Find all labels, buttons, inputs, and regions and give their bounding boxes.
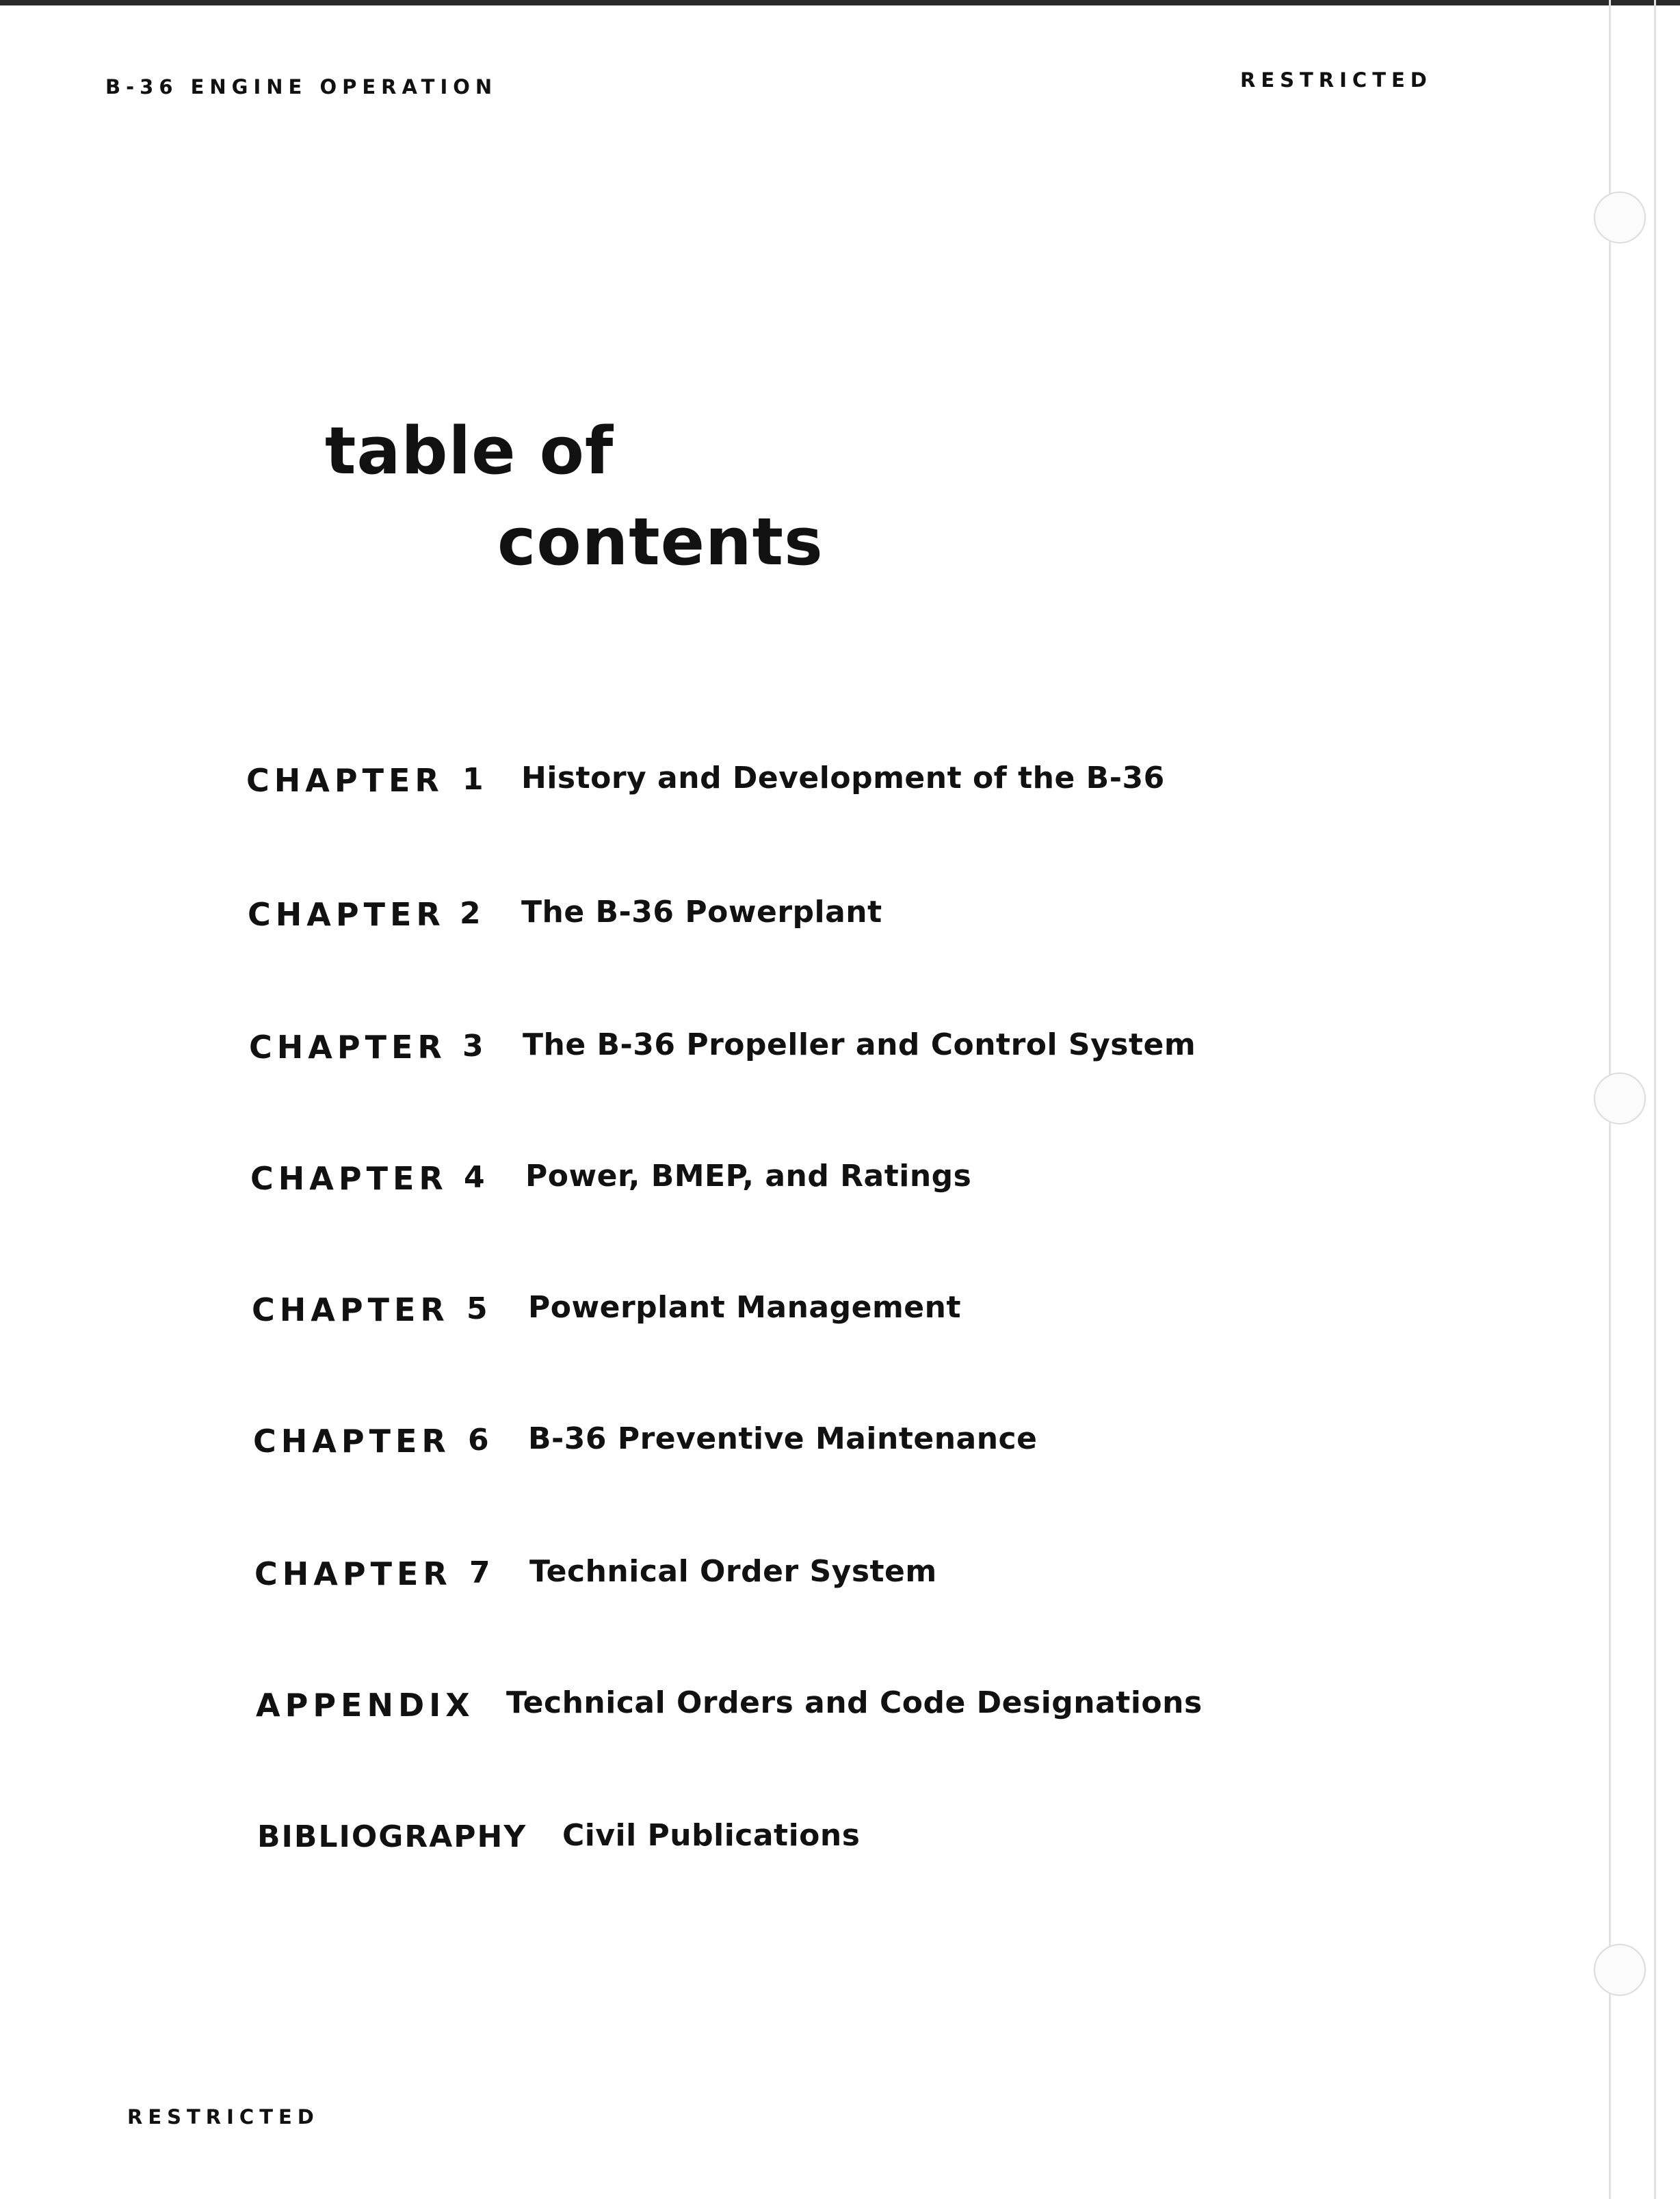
toc-entry [250,1150,1345,1198]
toc-entry [249,1019,1343,1067]
toc-entry-label: APPENDIX [256,1687,475,1724]
toc-entry-number: 1 [462,762,484,797]
toc-entry [254,1546,1349,1594]
punch-hole [1594,1944,1646,1996]
toc-entry-number: 6 [468,1423,489,1458]
toc-entry-title: Technical Orders and Code Designations [506,1685,1203,1720]
toc-entry-number: 7 [469,1555,490,1590]
punch-hole [1594,192,1646,243]
toc-entry-label: BIBLIOGRAPHY [257,1819,527,1854]
toc-entry-label: CHAPTER [250,1160,448,1197]
toc-entry-title: Technical Order System [529,1554,937,1589]
running-header-title: B-36 ENGINE OPERATION [105,75,498,98]
toc-entry-label: CHAPTER [254,1555,452,1592]
page-title-line-2: contents [497,505,824,580]
toc-entry-number: 2 [460,896,481,931]
toc-entry-number: 5 [467,1291,488,1326]
toc-entry-title: Power, BMEP, and Ratings [525,1159,972,1194]
toc-entry [256,1677,1350,1725]
toc-entry [257,1810,1352,1858]
toc-entry-number: 4 [464,1160,485,1195]
toc-entry-title: The B-36 Powerplant [521,895,882,930]
toc-entry-label: CHAPTER [246,762,444,799]
toc-entry-title: Powerplant Management [528,1290,961,1325]
toc-entry-title: History and Development of the B-36 [521,761,1165,795]
toc-entry-label: CHAPTER [249,1029,447,1066]
toc-entry-label: CHAPTER [252,1291,449,1328]
security-classification-header: RESTRICTED [1240,68,1432,92]
toc-entry-number: 3 [462,1029,484,1064]
toc-entry-title: B-36 Preventive Maintenance [528,1421,1038,1456]
toc-entry-label: CHAPTER [248,896,445,933]
toc-entry [252,1282,1346,1330]
punch-hole [1594,1072,1646,1124]
toc-entry [248,886,1342,934]
toc-entry [253,1413,1348,1461]
page-top-edge [0,0,1680,5]
page-edge-shadow [1654,0,1656,2199]
toc-entry-title: The B-36 Propeller and Control System [523,1027,1196,1062]
page-title-line-1: table of [325,414,614,489]
security-classification-footer: RESTRICTED [127,2105,319,2129]
toc-entry [246,752,1341,800]
toc-entry-label: CHAPTER [253,1423,451,1460]
toc-entry-title: Civil Publications [562,1818,861,1853]
